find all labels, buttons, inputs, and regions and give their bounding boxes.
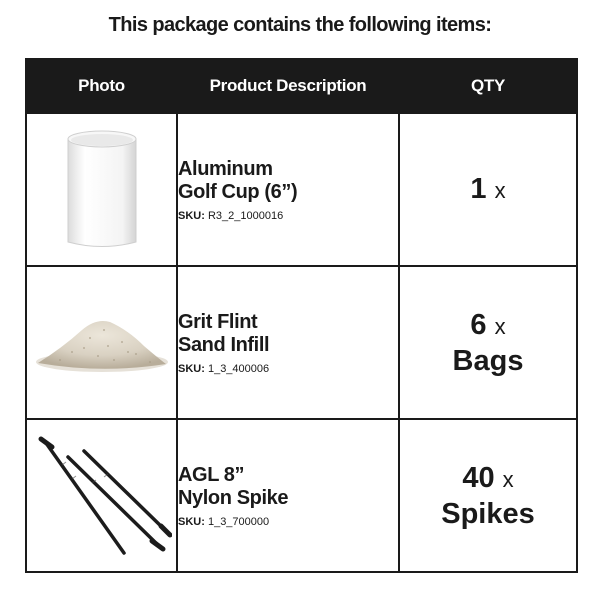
table-row [26,266,577,419]
product-name-line2: Nylon Spike [178,486,289,509]
qty-cell [399,113,577,266]
qty-number: 6 [470,308,487,341]
page-heading: This package contains the following items: [108,14,492,36]
qty-x: x [494,177,506,203]
table-header-row [26,59,577,113]
qty-unit: Spikes [441,497,535,530]
column-header-qty: QTY [399,59,577,113]
qty-unit: Bags [452,344,524,377]
photo-cell [26,266,177,419]
sku-label: SKU: [178,362,205,375]
column-header-description: Product Description [177,59,399,113]
nylon-spikes-image [32,431,172,561]
table-row [26,419,577,572]
qty-x: x [494,313,506,339]
sku-label: SKU: [178,515,205,528]
photo-cell [26,113,177,266]
product-sku [178,363,398,375]
product-sku [178,210,398,222]
photo-cell [26,419,177,572]
sku-value: 1_3_700000 [207,515,270,528]
description-cell [177,266,399,419]
qty-x: x [502,466,514,492]
golf-cup-image [62,127,142,252]
package-contents-table [25,58,578,573]
sku-value: R3_2_1000016 [207,209,284,222]
sku-value: 1_3_400006 [207,362,270,375]
product-name-line2: Golf Cup (6”) [178,180,298,203]
qty-number: 40 [462,461,495,494]
description-cell [177,419,399,572]
qty-cell [399,419,577,572]
sand-pile-image [32,308,172,378]
qty-number: 1 [470,172,487,205]
description-cell [177,113,399,266]
qty-cell [399,266,577,419]
product-name-line2: Sand Infill [178,333,270,356]
column-header-photo: Photo [26,59,177,113]
sku-label: SKU: [178,209,205,222]
product-name-line1: Grit Flint [178,310,258,333]
product-sku [178,516,398,528]
product-name-line1: AGL 8” [178,463,245,486]
product-name-line1: Aluminum [178,157,273,180]
table-row [26,113,577,266]
